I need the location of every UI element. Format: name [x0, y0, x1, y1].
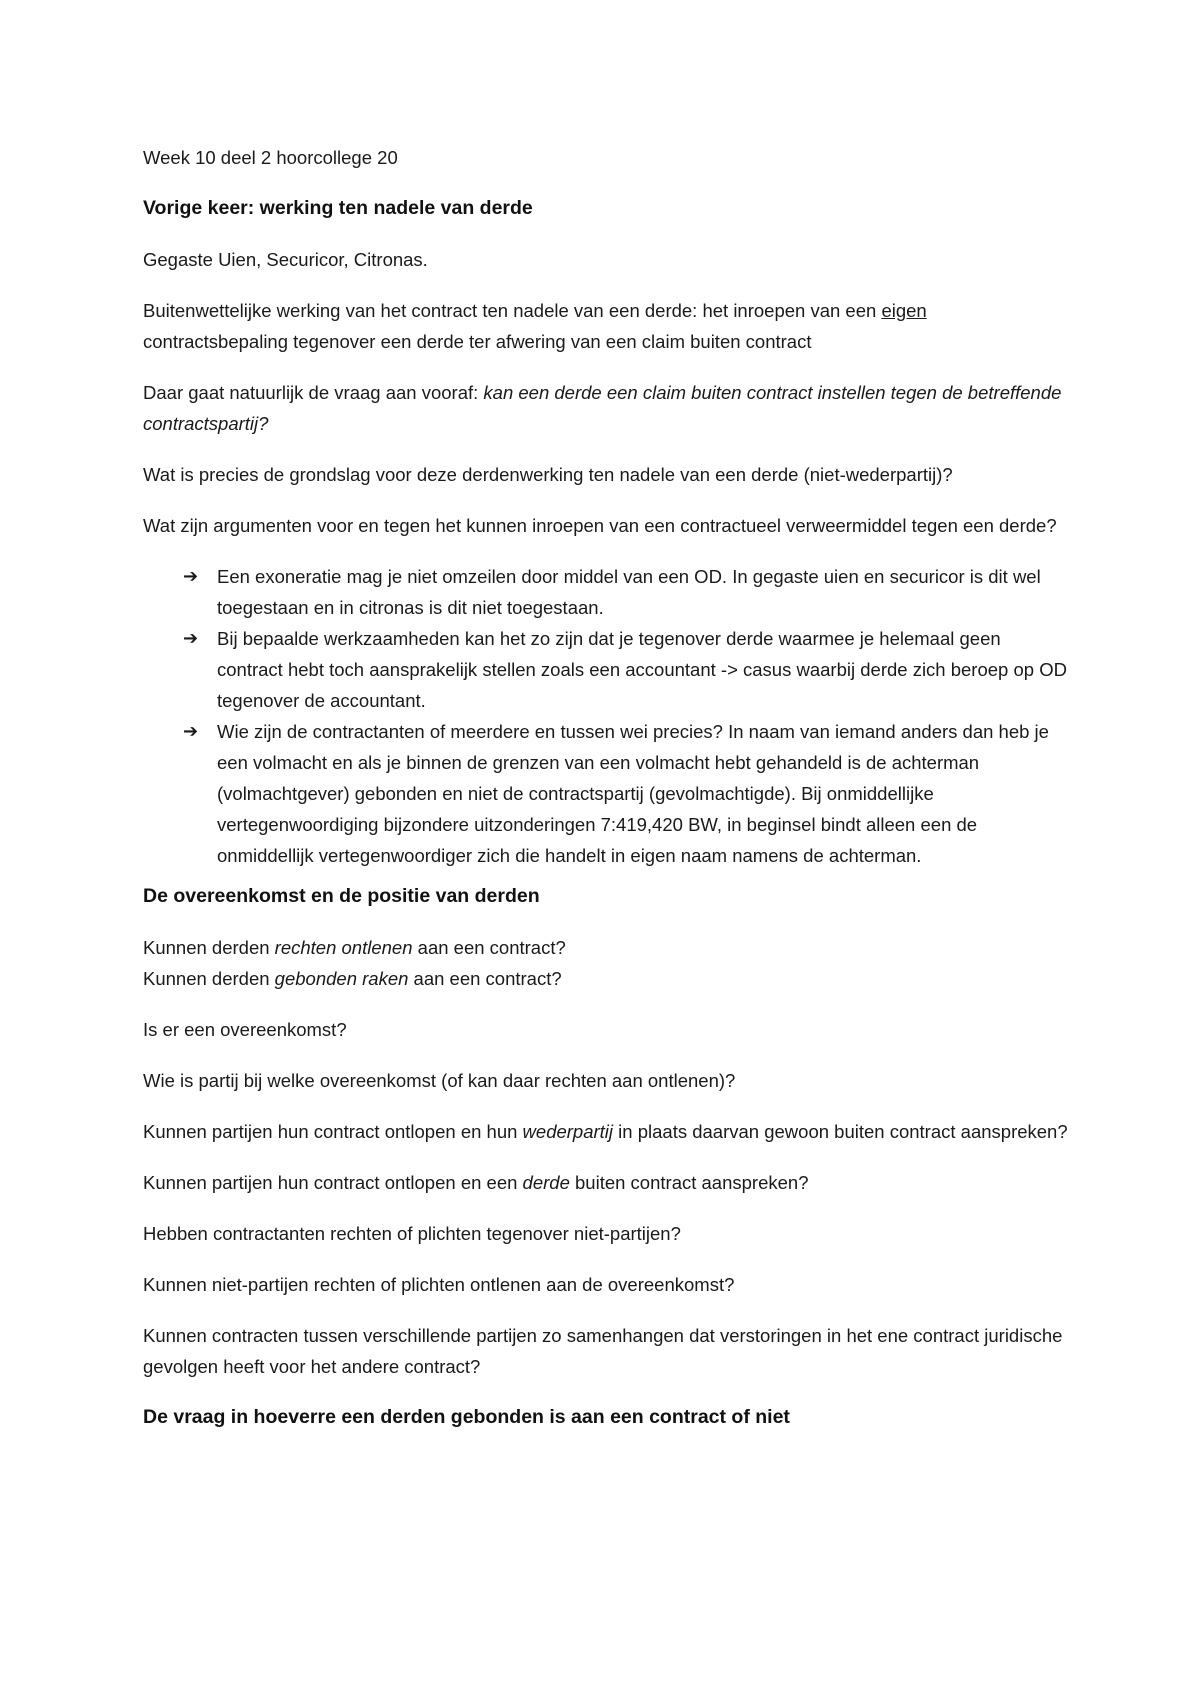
arrow-bullet-list	[143, 561, 1068, 871]
question-samenhang: Kunnen contracten tussen verschillende partijen zo samenhangen dat verstoringen in het ene contract juridische gevolgen heeft voor het andere contract?	[143, 1325, 1063, 1377]
list-item-text: Een exoneratie mag je niet omzeilen door middel van een OD. In gegaste uien en securicor is dit wel toegestaan en in citronas is dit niet toegestaan.	[217, 566, 1041, 618]
question-partij: Wie is partij bij welke overeenkomst (of kan daar rechten aan ontlenen)?	[143, 1070, 736, 1091]
text-span: aan een contract?	[408, 968, 562, 989]
text-span: contractsbepaling tegenover een derde ter afwering van een claim buiten contract	[143, 331, 812, 352]
list-item-text: Wie zijn de contractanten of meerdere en tussen wei precies? In naam van iemand anders dan heb je een volmacht en als je binnen de grenzen van een volmacht hebt gehandeld is de achterman (volmachtgever) gebonden en niet de contractspartij (gevolmachtigde). Bij onmiddellijke vertegenwoordiging bijzondere uitzonderingen 7:419,420 BW, in beginsel bindt alleen een de onmiddellijk vertegenwoordiger zich die handelt in eigen naam namens de achterman.	[217, 721, 1049, 866]
list-item	[183, 561, 1068, 623]
heading-gebonden-derden: De vraag in hoeverre een derden gebonden is aan een contract of niet	[143, 1406, 790, 1428]
italic-text: derde	[522, 1172, 570, 1193]
arrow-bullet-icon: ➔	[183, 566, 199, 586]
heading-overeenkomst-derden: De overeenkomst en de positie van derden	[143, 885, 540, 907]
italic-text: gebonden raken	[274, 968, 409, 989]
text-span: Kunnen derden	[143, 968, 275, 989]
italic-text: wederpartij	[522, 1121, 614, 1142]
list-item	[183, 623, 1068, 716]
text-span: Daar gaat natuurlijk de vraag aan vooraf:	[143, 382, 484, 403]
paragraph-grondslag: Wat is precies de grondslag voor deze derdenwerking ten nadele van een derde (niet-wederpartij)?	[143, 464, 953, 485]
text-span: Kunnen derden	[143, 937, 275, 958]
arrow-bullet-icon: ➔	[183, 721, 199, 741]
question-wederpartij	[143, 1116, 1068, 1147]
text-span: buiten contract aanspreken?	[569, 1172, 809, 1193]
list-item	[183, 716, 1068, 871]
paragraph-buitenwettelijke-werking	[143, 295, 1068, 357]
document-body	[143, 142, 1068, 1453]
question-gebonden-raken	[143, 963, 1068, 994]
text-span: aan een contract?	[412, 937, 566, 958]
paragraph-argumenten: Wat zijn argumenten voor en tegen het kunnen inroepen van een contractueel verweermiddel tegen een derde?	[143, 515, 1057, 536]
italic-text: rechten ontlenen	[274, 937, 413, 958]
underlined-text: eigen	[881, 300, 927, 321]
question-niet-partijen: Kunnen niet-partijen rechten of plichten ontlenen aan de overeenkomst?	[143, 1274, 735, 1295]
paragraph-cases: Gegaste Uien, Securicor, Citronas.	[143, 249, 428, 270]
text-span: Kunnen partijen hun contract ontlopen en hun	[143, 1121, 523, 1142]
question-derde	[143, 1167, 1068, 1198]
heading-vorige-keer: Vorige keer: werking ten nadele van derde	[143, 197, 533, 219]
text-span: Buitenwettelijke werking van het contract ten nadele van een derde: het inroepen van een	[143, 300, 882, 321]
question-rechten-ontlenen	[143, 932, 1068, 963]
question-plichten: Hebben contractanten rechten of plichten tegenover niet-partijen?	[143, 1223, 681, 1244]
document-title-line: Week 10 deel 2 hoorcollege 20	[143, 147, 398, 168]
list-item-text: Bij bepaalde werkzaamheden kan het zo zijn dat je tegenover derde waarmee je helemaal geen contract hebt toch aansprakelijk stellen zoals een accountant -> casus waarbij derde zich beroep op OD tegenover de accountant.	[217, 628, 1067, 711]
arrow-bullet-icon: ➔	[183, 628, 199, 648]
text-span: Kunnen partijen hun contract ontlopen en een	[143, 1172, 523, 1193]
paragraph-vraag-vooraf	[143, 377, 1068, 439]
italic-text: kan een derde een claim buiten contract instellen tegen de betreffende contractspartij?	[143, 382, 1062, 434]
text-span: in plaats daarvan gewoon buiten contract aanspreken?	[613, 1121, 1068, 1142]
question-overeenkomst: Is er een overeenkomst?	[143, 1019, 347, 1040]
